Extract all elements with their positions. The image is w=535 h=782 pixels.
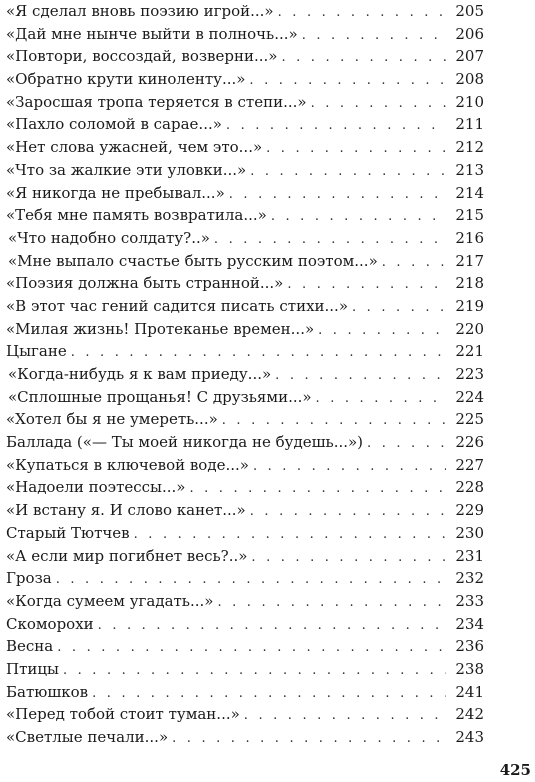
toc-dot-leader [352, 297, 446, 320]
toc-dot-leader [287, 274, 446, 297]
toc-entry [6, 45, 484, 68]
table-of-contents [6, 0, 484, 749]
toc-entry-page: 229 [455, 501, 484, 520]
toc-dot-leader [271, 206, 446, 229]
toc-dot-leader [249, 70, 446, 93]
toc-entry-title: «Купаться в ключевой воде...» [6, 455, 249, 474]
toc-entry [6, 681, 484, 704]
toc-dot-leader [250, 501, 446, 524]
toc-dot-leader [92, 683, 446, 706]
toc-dot-leader [222, 410, 446, 433]
toc-entry-page: 207 [455, 47, 484, 66]
toc-dot-leader [56, 569, 446, 592]
toc-entry [6, 522, 484, 545]
toc-entry-page: 232 [455, 569, 484, 588]
toc-entry [6, 91, 484, 114]
toc-dot-leader [275, 365, 446, 388]
toc-entry-page: 217 [455, 251, 484, 270]
toc-entry-page: 241 [455, 682, 484, 701]
toc-dot-leader [382, 252, 446, 275]
toc-entry [6, 431, 484, 454]
toc-entry-title: «Пахло соломой в сарае...» [6, 115, 222, 134]
toc-entry-page: 218 [455, 274, 484, 293]
toc-entry [6, 590, 484, 613]
toc-entry-title: Старый Тютчев [6, 523, 130, 542]
toc-entry-page: 221 [455, 342, 484, 361]
toc-dot-leader [71, 342, 446, 365]
toc-entry [6, 454, 484, 477]
toc-entry-title: «Заросшая тропа теряется в степи...» [6, 92, 307, 111]
toc-entry [6, 703, 484, 726]
toc-entry-page: 224 [455, 387, 484, 406]
toc-dot-leader [311, 93, 446, 116]
toc-entry [6, 68, 484, 91]
toc-entry-title: «Я никогда не пребывал...» [6, 183, 225, 202]
toc-entry-page: 230 [455, 523, 484, 542]
toc-entry-title: «Светлые печали...» [6, 728, 169, 746]
toc-dot-leader [278, 2, 446, 25]
toc-dot-leader [266, 138, 446, 161]
toc-dot-leader [57, 637, 446, 660]
toc-entry [6, 408, 484, 431]
toc-entry-title: Гроза [6, 569, 52, 588]
toc-entry [6, 726, 484, 749]
toc-entry [6, 136, 484, 159]
toc-entry-page: 211 [455, 115, 484, 134]
toc-entry-page: 227 [455, 455, 484, 474]
toc-entry-title: «Тебя мне память возвратила...» [6, 206, 267, 225]
toc-entry-title: «В этот час гений садится писать стихи...» [6, 296, 349, 315]
toc-entry-page: 226 [455, 433, 484, 452]
toc-entry [6, 658, 484, 681]
toc-entry-title: «Хотел бы я не умереть...» [6, 410, 218, 429]
toc-entry-page: 214 [455, 183, 484, 202]
toc-dot-leader [217, 592, 446, 615]
toc-entry-title: «Когда-нибудь я к вам приеду...» [8, 365, 272, 383]
toc-dot-leader [172, 728, 446, 751]
toc-entry [6, 635, 484, 658]
toc-entry-title: «Перед тобой стоит туман...» [6, 705, 240, 724]
toc-entry-title: «Мне выпало счастье быть русским поэтом...» [8, 251, 378, 270]
page-number: 425 [499, 761, 531, 779]
toc-entry [6, 272, 484, 295]
toc-entry-title: «Милая жизнь! Протеканье времен...» [6, 319, 315, 338]
toc-dot-leader [316, 388, 446, 411]
toc-dot-leader [281, 47, 446, 70]
toc-entry [6, 250, 484, 273]
toc-entry [6, 113, 484, 136]
toc-entry-page: 215 [455, 206, 484, 225]
toc-dot-leader [134, 524, 446, 547]
toc-entry [6, 363, 484, 386]
toc-entry [6, 499, 484, 522]
toc-entry-page: 219 [455, 296, 484, 315]
toc-entry [6, 159, 484, 182]
toc-entry [6, 340, 484, 363]
toc-entry-page: 238 [455, 659, 484, 678]
toc-entry-title: Птицы [6, 659, 59, 678]
toc-entry-page: 208 [455, 70, 484, 89]
toc-entry [6, 318, 484, 341]
toc-entry-title: Цыгане [6, 342, 67, 361]
toc-entry [6, 23, 484, 46]
toc-dot-leader [98, 615, 446, 638]
toc-entry-page: 205 [455, 2, 484, 20]
toc-entry-page: 220 [455, 319, 484, 338]
toc-entry-page: 233 [455, 591, 484, 610]
toc-dot-leader [302, 25, 446, 48]
toc-entry-title: «А если мир погибнет весь?..» [6, 546, 248, 565]
toc-entry-title: «Поэзия должна быть странной...» [6, 274, 284, 293]
toc-entry-page: 225 [455, 410, 484, 429]
toc-entry-title: «Обратно крути киноленту...» [6, 70, 246, 89]
toc-dot-leader [229, 184, 446, 207]
toc-entry-title: «Повтори, воссоздай, возверни...» [6, 47, 278, 66]
toc-entry-page: 243 [455, 728, 484, 746]
toc-entry [6, 476, 484, 499]
toc-entry-page: 228 [455, 478, 484, 497]
toc-entry-page: 242 [455, 705, 484, 724]
toc-entry [6, 204, 484, 227]
toc-dot-leader [226, 115, 446, 138]
toc-entry-title: «Я сделал вновь поэзию игрой...» [6, 2, 274, 20]
toc-entry-page: 231 [455, 546, 484, 565]
toc-entry-page: 213 [455, 160, 484, 179]
toc-entry-title: Весна [6, 637, 54, 656]
toc-entry-page: 223 [455, 365, 484, 383]
toc-entry [6, 613, 484, 636]
toc-entry-page: 206 [455, 24, 484, 43]
toc-entry [6, 545, 484, 568]
toc-entry-title: «Что надобно солдату?..» [8, 228, 210, 247]
toc-dot-leader [318, 320, 446, 343]
toc-entry-title: «Что за жалкие эти уловки...» [6, 160, 247, 179]
toc-dot-leader [63, 660, 446, 683]
toc-entry-page: 234 [455, 614, 484, 633]
toc-dot-leader [251, 547, 446, 570]
toc-dot-leader [214, 229, 446, 252]
toc-entry [6, 0, 484, 23]
toc-entry-title: «И встану я. И слово канет...» [6, 501, 246, 520]
toc-entry-title: Баллада («— Ты моей никогда не будешь...») [6, 433, 364, 452]
toc-dot-leader [250, 161, 446, 184]
toc-dot-leader [253, 456, 446, 479]
toc-entry [6, 386, 484, 409]
toc-dot-leader [244, 705, 446, 728]
toc-entry [6, 227, 484, 250]
toc-entry-title: «Нет слова ужасней, чем это...» [6, 138, 263, 157]
toc-entry-page: 216 [455, 228, 484, 247]
toc-dot-leader [367, 433, 446, 456]
toc-entry-title: «Надоели поэтессы...» [6, 478, 186, 497]
toc-entry [6, 567, 484, 590]
toc-entry-page: 210 [455, 92, 484, 111]
toc-entry-title: «Сплошные прощанья! С друзьями...» [8, 387, 312, 406]
toc-dot-leader [189, 478, 446, 501]
toc-entry-title: Батюшков [6, 682, 89, 701]
toc-entry-title: «Дай мне нынче выйти в полночь...» [6, 24, 298, 43]
toc-entry [6, 182, 484, 205]
toc-entry-title: «Когда сумеем угадать...» [6, 591, 214, 610]
toc-entry-page: 212 [455, 138, 484, 157]
toc-entry-title: Скоморохи [6, 614, 94, 633]
toc-entry-page: 236 [455, 637, 484, 656]
toc-entry [6, 295, 484, 318]
